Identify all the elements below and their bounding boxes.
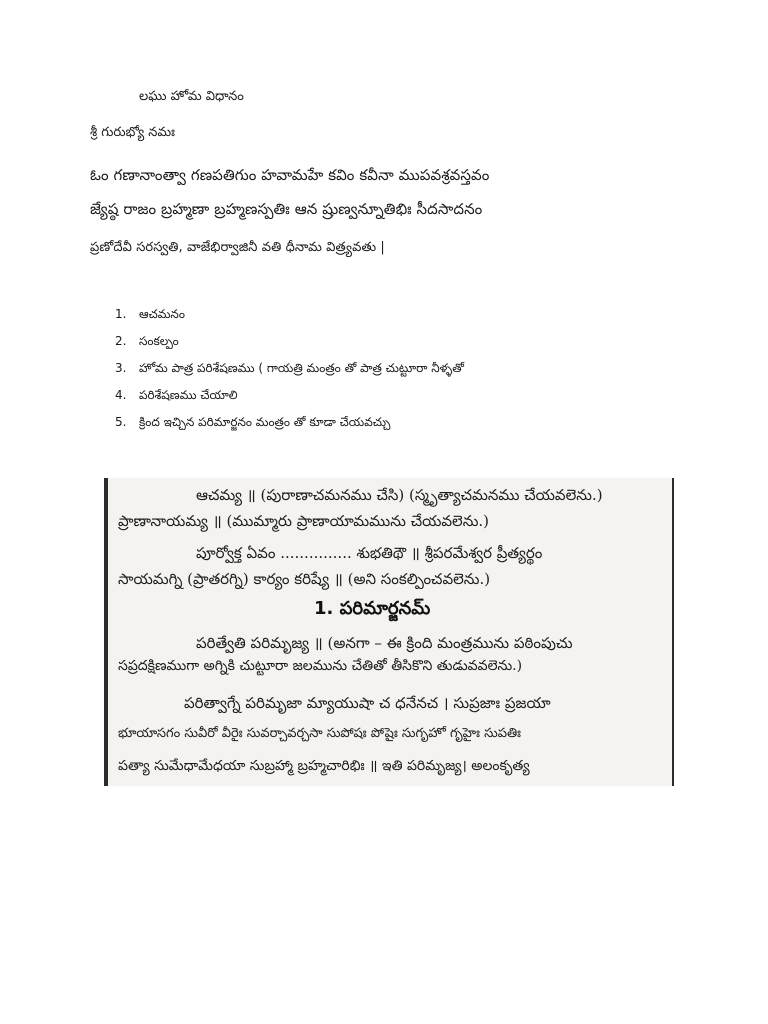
- list-item: [115, 334, 464, 361]
- scan-line-7: పరిత్వాగ్నే పరిమృజా మ్యాయుషా చ ధనేనచ । సుప్రజాః ప్రజయా: [184, 694, 551, 712]
- verse-line-3: ప్రణోదేవీ సరస్వతి, వాజేభిర్వాజినీ వతి ధీనామ విత్ర్యవతు |: [90, 240, 385, 255]
- scan-line-8: భూయాసగం సువీరో వీరైః సువర్చావర్చసా సుపోషః పోషైః సుగృహో గృహైః సుపతిః: [118, 726, 522, 741]
- scan-right-border: [672, 478, 674, 786]
- scan-line-9: పత్యా సుమేధామేధయా సుబ్రహ్మా బ్రహ్మచారిభిః ॥ ఇతి పరిమృజ్య। అలంకృత్య: [118, 758, 530, 774]
- list-item-number: 5.: [115, 415, 127, 429]
- list-item-number: 1.: [115, 307, 127, 321]
- verse-line-1: ఓం గణానాంత్వా గణపతిగుం హవామహే కవిం కవీనా ముపవశ్రవస్తవం: [90, 166, 490, 184]
- list-item: [115, 361, 464, 388]
- scanned-page-image: [104, 478, 674, 786]
- list-item-number: 3.: [115, 361, 127, 375]
- list-item-text: పరిశేషణము చేయాలి: [139, 388, 238, 402]
- list-item-text: సంకల్పం: [139, 334, 179, 348]
- scan-line-1: ఆచమ్య ॥ (పురాణాచమనము చేసి) (స్మృత్యాచమనము చేయవలెను.): [196, 486, 603, 504]
- salutation-line: శ్రీ గురుభ్యో నమః: [90, 125, 176, 140]
- list-item-number: 2.: [115, 334, 127, 348]
- scan-line-3: పూర్వోక్త ఏవం ............... శుభతిథౌ ॥ శ్రీపరమేశ్వర ప్రీత్యర్థం: [196, 544, 543, 562]
- scan-line-6: సప్రదక్షిణముగా అగ్నికి చుట్టూరా జలమును చేతితో తీసికొని తుడువవలెను.): [118, 658, 523, 674]
- document-title: లఘు హోమ విధానం: [139, 89, 244, 104]
- list-item: [115, 415, 464, 442]
- scan-line-2: ప్రాణానాయమ్య ॥ (ముమ్మారు ప్రాణాయామమును చేయవలెను.): [118, 512, 490, 530]
- scan-line-5: పరిత్వేతి పరిమృజ్య ॥ (అనగా – ఈ క్రింది మంత్రమును పఠింపుచు: [196, 634, 573, 652]
- scan-line-4: సాయమగ్ని (ప్రాతరగ్ని) కార్యం కరిష్యే ॥ (అని సంకల్పించవలెను.): [118, 570, 491, 588]
- verse-line-2: జ్యేష్ఠ రాజం బ్రహ్మణా బ్రహ్మణస్పతిః ఆన ష్రుణ్వన్నూతిభిః సీదసాదనం: [90, 200, 483, 218]
- list-item: [115, 388, 464, 415]
- list-item-number: 4.: [115, 388, 127, 402]
- list-item: [115, 307, 464, 334]
- list-item-text: క్రింద ఇచ్చిన పరిమార్జనం మంత్రం తో కూడా చేయవచ్చు: [139, 415, 391, 429]
- scan-section-heading: 1. పరిమార్జనమ్: [314, 598, 431, 619]
- steps-list: [115, 307, 464, 442]
- list-item-text: హోమ పాత్ర పరిశేషణము ( గాయత్రి మంత్రం తో పాత్ర చుట్టూరా నీళ్ళతో: [139, 361, 464, 375]
- scan-left-border: [104, 478, 108, 786]
- list-item-text: ఆచమనం: [139, 307, 185, 321]
